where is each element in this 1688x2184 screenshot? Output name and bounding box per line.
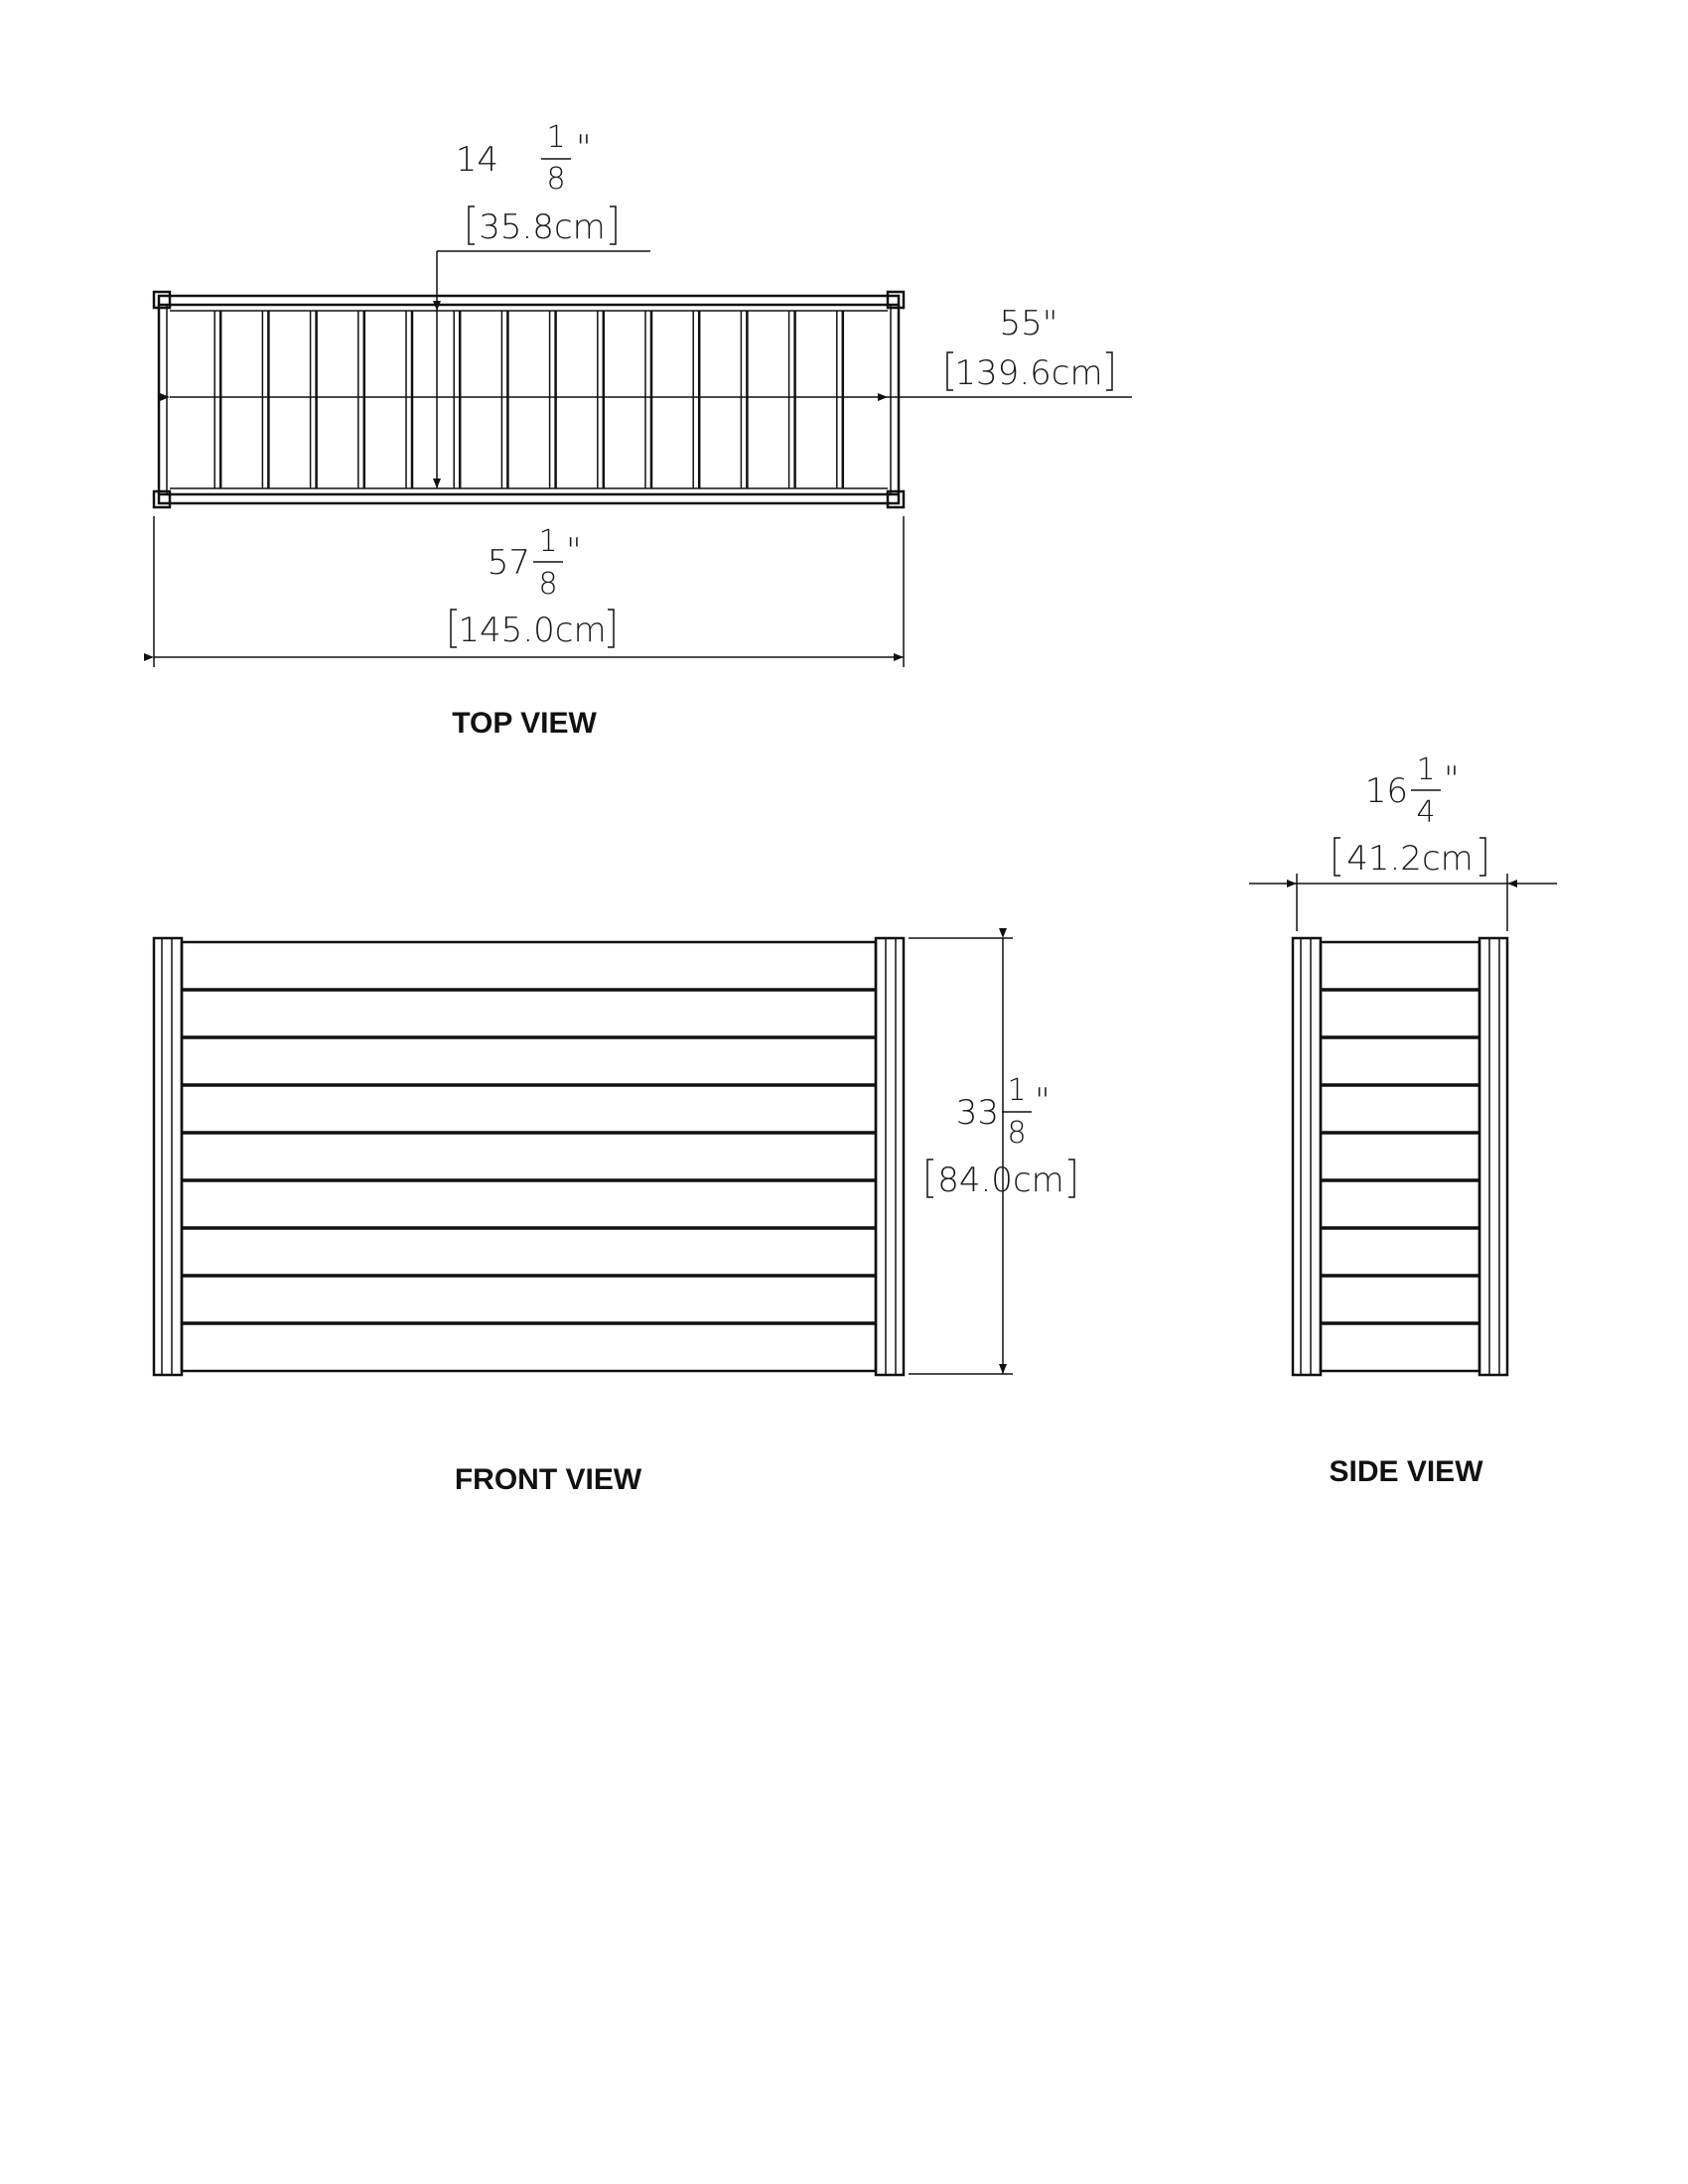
dim-numerator: 1 <box>1416 752 1436 787</box>
dim-inch-mark: " <box>566 531 582 571</box>
dim-denominator: 8 <box>538 567 558 602</box>
dim-label-top-length-inner <box>947 304 1112 393</box>
dim-numerator: 1 <box>538 524 558 559</box>
dim-denominator: 8 <box>546 162 566 197</box>
dim-label-top-width <box>456 120 616 247</box>
top-view <box>154 251 1132 667</box>
dim-inch-mark: " <box>1035 1081 1051 1121</box>
view-label-side: SIDE VIEW <box>1329 1455 1483 1488</box>
dim-numerator: 1 <box>1007 1073 1027 1108</box>
top-rail-lower <box>159 494 899 503</box>
front-view <box>154 938 1013 1375</box>
dim-label-front-height <box>927 1073 1074 1200</box>
side-post-left <box>1293 938 1321 1375</box>
front-post-right <box>876 938 904 1375</box>
dim-metric: 84.0cm <box>937 1160 1064 1200</box>
dim-inch-mark: " <box>576 128 592 168</box>
dim-metric: 145.0cm <box>458 611 607 650</box>
dim-numerator: 1 <box>546 120 566 155</box>
dim-value: 55" <box>999 304 1058 343</box>
dim-whole: 33 <box>955 1093 999 1133</box>
front-board-frame <box>182 942 876 1371</box>
dim-label-top-length-overall <box>451 524 614 650</box>
dim-whole: 57 <box>487 543 530 583</box>
dim-denominator: 4 <box>1416 795 1436 830</box>
top-rail-upper <box>159 296 899 305</box>
view-label-front: FRONT VIEW <box>454 1463 642 1496</box>
front-boards <box>182 990 876 1323</box>
dim-whole: 14 <box>455 140 498 180</box>
dim-label-side-width <box>1335 752 1485 879</box>
dim-inch-mark: " <box>1444 759 1460 799</box>
front-post-left <box>154 938 182 1375</box>
top-slats <box>214 311 843 488</box>
side-post-right <box>1479 938 1507 1375</box>
view-label-top: TOP VIEW <box>452 707 597 740</box>
dim-denominator: 8 <box>1007 1116 1027 1151</box>
side-boards <box>1321 990 1479 1323</box>
dim-whole: 16 <box>1364 771 1408 811</box>
side-board-frame <box>1321 942 1479 1371</box>
dim-metric: 139.6cm <box>954 353 1103 393</box>
dim-metric: 41.2cm <box>1346 839 1474 879</box>
dim-metric: 35.8cm <box>479 207 606 247</box>
side-view <box>1249 874 1557 1375</box>
